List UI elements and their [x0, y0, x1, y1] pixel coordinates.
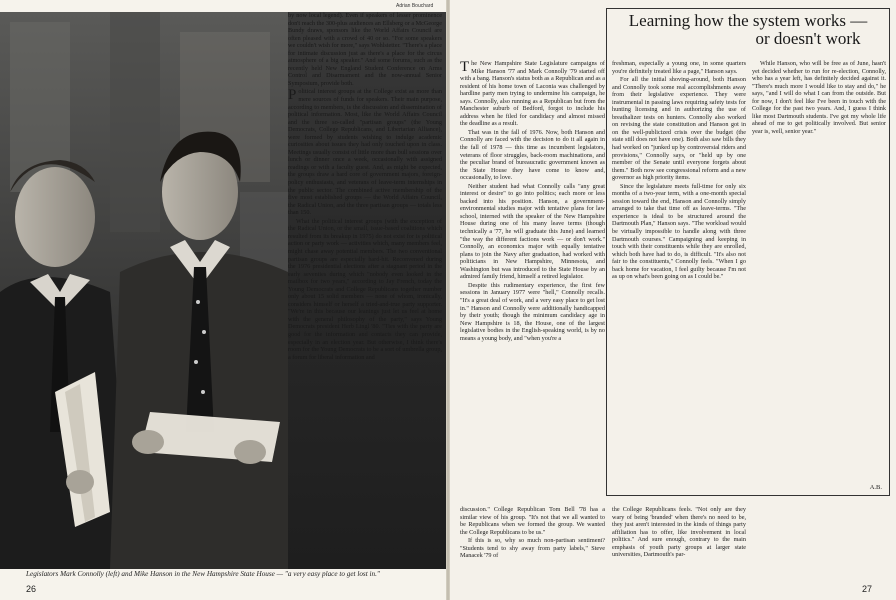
sidebar-headline — [606, 12, 890, 48]
article-column-c-continued — [612, 506, 746, 586]
photo-credit: Adrian Bouchard — [396, 3, 434, 9]
headline-line-1: Learning how the system works — — [628, 11, 868, 30]
paragraph: Since the legislature meets full-time for only six months of a two-year term, with a one-month special session toward the end, Hanson and Connolly simply arranged to take that time off as leave-terms. "The experience is ideal to be structured around the Dartmouth Plan," Hanson says. "The workload would be virtually impossible to handle along with three Dartmouth courses." Campaigning and keeping in touch with their constituents while they are enrolled, which both have had to do, is difficult. "It's also not fair to the constituents," Connolly feels. "When I go back home for vacation, I feel guilty because I'm not as up on what's been going on as I could be." — [612, 182, 746, 281]
paragraph: discussion." College Republican Tom Bell '78 has a similar view of his group. "It's not that we all wanted to be Republicans when we formed the group. We wanted the College Republicans to be us." — [460, 506, 605, 536]
paragraph-text: olitical interest groups at the College exist as more than mere sources of funds for speakers. Their main purpose, according to members, is the discussion and dissemination of political information. Most, like the World Affairs Council and the three so-called "partisan groups" (the Young Democrats, College Republicans, and Libertarian Alliance), were formed by students wishing to indulge academic curiosities about issues they had only touched upon in class. Meetings usually consist of little more than bull sessions over lunch or dinner once a week, occasionally with assigned readings or with a faculty guest. And, as might be expected, the groups draw a hard core of government majors, foreign-policy enthusiasts, and veterans of leave-term internships in the public sector. The combined active membership of the five most established groups — the World Affairs Council, the Radical Union, and the three partisan groups — totals less than 150. — [288, 88, 442, 217]
photo-caption: Legislators Mark Connolly (left) and Mike Hanson in the New Hampshire State House — "a very easy place to get lost in." — [26, 570, 380, 578]
sidebar-signature: A.B. — [869, 484, 882, 491]
sidebar-column-c — [612, 60, 746, 488]
paragraph: That was in the fall of 1976. Now, both Hanson and Connolly are faced with the decision to do it all again in the fall of 1978 — this time as incumbent legislators, veterans of floor struggles, back-room machinations, and the peculiar brand of bureaucratic government known as the State House they have come to know and, occasionally, to love. — [460, 128, 605, 182]
drop-cap: T — [460, 60, 470, 75]
paragraph — [288, 88, 442, 216]
paragraph: While Hanson, who will be free as of June, hasn't yet decided whether to run for re-election, Connolly, who has a year left, has definitely decided against it. "There's much more I would like to stay and do," he says, "and I will do what I can from the outside. But for now, I don't feel like I've been in touch with the College for the past two years. And, I guess I think like most Dartmouth students. I've got my whole life ahead of me to get politically involved. But senior year is, well, senior year." — [752, 60, 886, 135]
paragraph: Despite this rudimentary experience, the first few sessions in January 1977 were "hell," Connolly recalls. "It's a great deal of work, and a very easy place to get lost in." Hanson and Connolly were additionally handicapped by their youth; though the minimum candidacy age in New Hampshire is 18, the House, one of the largest legislative bodies in the English-speaking world, is by no means a young body, and "when you're a — [460, 281, 605, 342]
page-number-left: 26 — [26, 584, 37, 594]
paragraph: the College Republicans feels. "Not only are they wary of being 'branded' when there's no need to be, they just aren't interested in the kinds of things party affiliation has to offer, like involvement in local politics." And sure enough, contrary to the main emphasis of youth party groups at larger state universities, Dartmouth's par- — [612, 506, 746, 559]
paragraph — [460, 60, 605, 128]
drop-cap: P — [288, 87, 297, 104]
paragraph: What the political interest groups (with the exception of the Radical Union, or the small, issue-based coalitions which resulted from its breakup in 1975) do not exist for is political action or party work — activities which, many members feel, might chase away potential members. The two conventional partisan groups are especially hard-hit. Reconvened during the 1976 presidential elections after a stagnant period in the early seventies during which "nobody even looked in the mailbox for two years," according to Jay French, today the Young Democrats and College Republicans together number only about 15 solid members — none of whom, ironically, considers himself or herself a tried-and-true party supporter. "We're in this because our leanings just let us feel at home with the general philosophy of the party," says Young Democrats president Herb Lingl '80. "Ties with the party are good for the information and contacts they can provide, especially in an election year. But otherwise, I think there's room for the Young Democrats to be a sort of umbrella group, a forum for liberal information and — [288, 217, 442, 361]
article-column-a — [288, 12, 442, 560]
sidebar-column-b — [460, 60, 605, 496]
sidebar-column-d — [752, 60, 886, 480]
paragraph: For all the initial shoving-around, both Hanson and Connolly took some real accomplishments away from their legislative experience. They were instrumental in passing laws requiring safety tests for hunting licensing and in authorizing the use of breathalizer tests on hunters. Connolly also worked on revising the state constitution and Hanson got in on the well-publicized crisis over the budget (the state still does not have one). Both also saw bills they had worked on "junked up by controversial riders and provisions," Connolly says, or "held up by one member of the Senate until everyone forgets about them." Both now see congressional reform and a new governor as high priority items. — [612, 76, 746, 182]
paragraph: by now local legend). Even if speakers of lesser prominence don't reach the 300-plus audiences an Ellsberg or a McGeorge Bundy draws, sponsors like the World Affairs Council are often pleased with a crowd of 40 or so. "For some speakers we couldn't wish for more," says Wohlstetter. "There's a place for intimate discussion just as there's a place for the circus atmosphere of a big speaker." And some forums, such as the recently held New England Student Conference on Arms Control and Disarmament and the now-annual Senior Symposium, provide both. — [288, 12, 442, 87]
article-column-b-continued — [460, 506, 605, 592]
paragraph: freshman, especially a young one, in some quarters you're definitely treated like a page," Hanson says. — [612, 60, 746, 75]
paragraph: If this is so, why so much non-partisan sentiment? "Students tend to shy away from party labels," Steve Manacek '79 of — [460, 537, 605, 560]
photo-illustration — [0, 12, 288, 569]
paragraph-text: he New Hampshire State Legislature campaigns of Mike Hanson '77 and Mark Connolly '79 started off with a bang. Hanson's status both as a Republican and as a resident of his home town of Laconia was challenged by hardline party men trying to undermine his campaign, he says. Connolly, also running as a Republican but from the Manchester suburb of Bedford, forgot to include his address when he filed for candidacy and almost missed the deadline as a result. — [460, 60, 605, 128]
page-number-right: 27 — [861, 584, 872, 594]
headline-line-2: or doesn't work — [755, 29, 861, 48]
paragraph: Neither student had what Connolly calls "any great interest or desire" to go into politics; each more or less backed into his position. Hanson, a government-environmental studies major with tentative plans for law school, interned with the speaker of the New Hampshire House during one of his many leave terms (though technically a '77, he will graduate this June) and learned "the way the different factions work — or don't work." Connolly, an economics major with equally tentative plans to join the Navy after graduation, had worked with politicians in New Hampshire, Minnesota, and Washington but was introduced to the State House by an admired family friend, himself a retired legislator. — [460, 182, 605, 281]
